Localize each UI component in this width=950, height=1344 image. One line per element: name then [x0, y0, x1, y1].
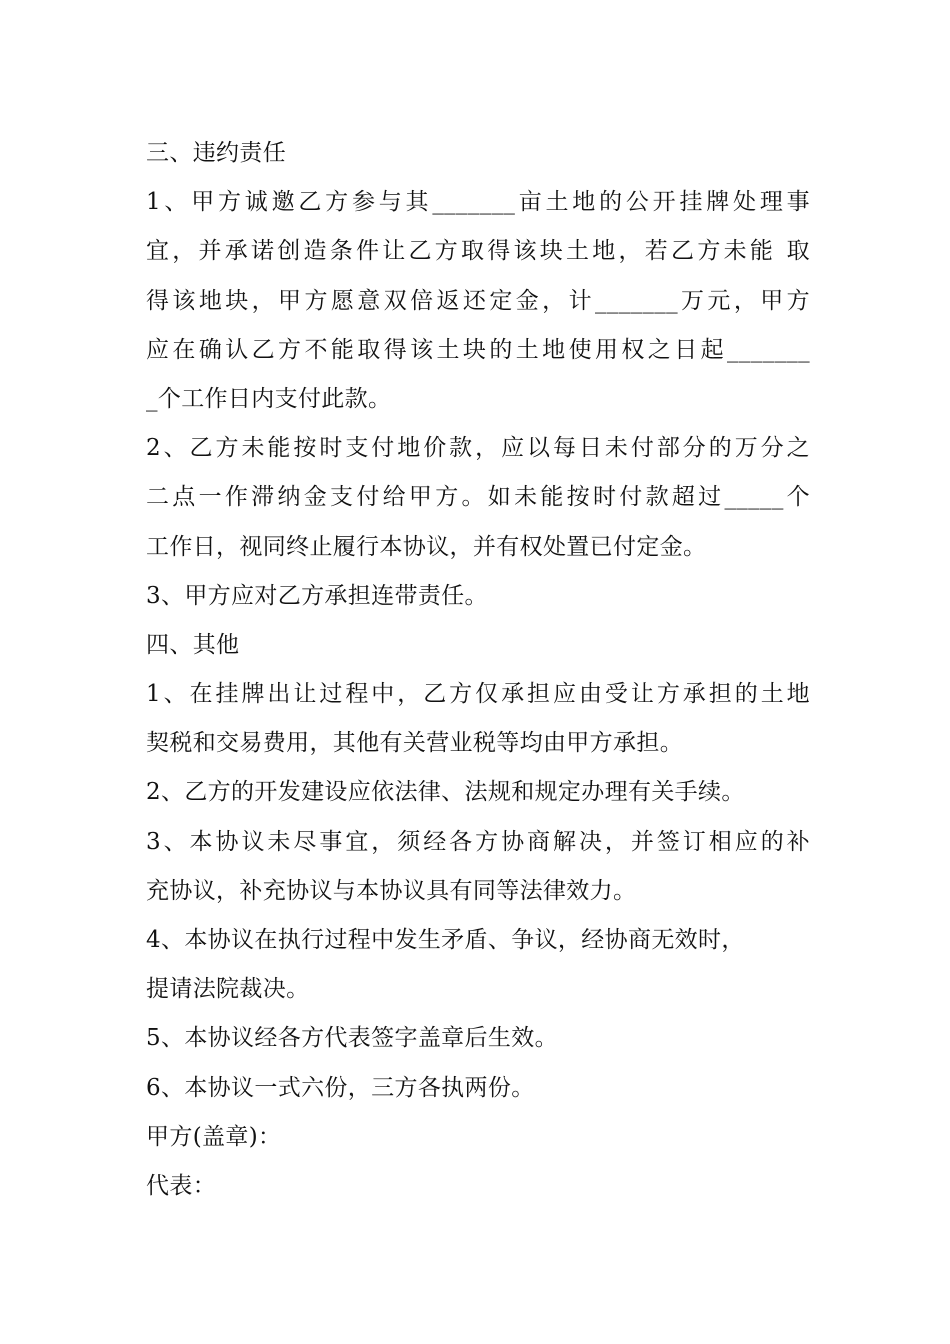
- paragraph-line: 工作日，视同终止履行本协议，并有权处置已付定金。: [146, 533, 707, 560]
- paragraph-line: 2、乙方未能按时支付地价款，应以每日未付部分的万分之: [146, 435, 810, 462]
- signature-representative: 代表：: [146, 1172, 217, 1199]
- paragraph-line: 3、本协议未尽事宜，须经各方协商解决，并签订相应的补: [146, 828, 810, 855]
- paragraph-line: 6、本协议一式六份，三方各执两份。: [146, 1074, 535, 1101]
- paragraph-line: 提请法院裁决。: [146, 976, 310, 1003]
- paragraph-line: 5、本协议经各方代表签字盖章后生效。: [146, 1025, 558, 1052]
- paragraph-line: 应在确认乙方不能取得该土块的土地使用权之日起_______: [146, 336, 810, 363]
- paragraph-line: 宜，并承诺创造条件让乙方取得该块土地，若乙方未能 取: [146, 238, 810, 265]
- paragraph-line: 契税和交易费用，其他有关营业税等均由甲方承担。: [146, 730, 684, 757]
- paragraph-line: _个工作日内支付此款。: [146, 385, 392, 412]
- paragraph-line: 得该地块，甲方愿意双倍返还定金，计_______万元，甲方: [146, 287, 810, 314]
- signature-party-a: 甲方(盖章)：: [146, 1123, 282, 1150]
- section-heading-breach: 三、违约责任: [146, 140, 287, 166]
- paragraph-line: 2、乙方的开发建设应依法律、法规和规定办理有关手续。: [146, 779, 745, 806]
- paragraph-line: 1、在挂牌出让过程中，乙方仅承担应由受让方承担的土地: [146, 681, 810, 708]
- section-heading-other: 四、其他: [146, 631, 240, 658]
- paragraph-line: 1、甲方诚邀乙方参与其_______亩土地的公开挂牌处理事: [146, 189, 810, 216]
- document-page: [146, 129, 810, 1211]
- paragraph-line: 充协议，补充协议与本协议具有同等法律效力。: [146, 877, 637, 904]
- paragraph-line: 4、本协议在执行过程中发生矛盾、争议，经协商无效时，: [146, 927, 745, 953]
- paragraph-line: 二点一作滞纳金支付给甲方。如未能按时付款超过_____个: [146, 484, 810, 511]
- paragraph-line: 3、甲方应对乙方承担连带责任。: [146, 582, 488, 609]
